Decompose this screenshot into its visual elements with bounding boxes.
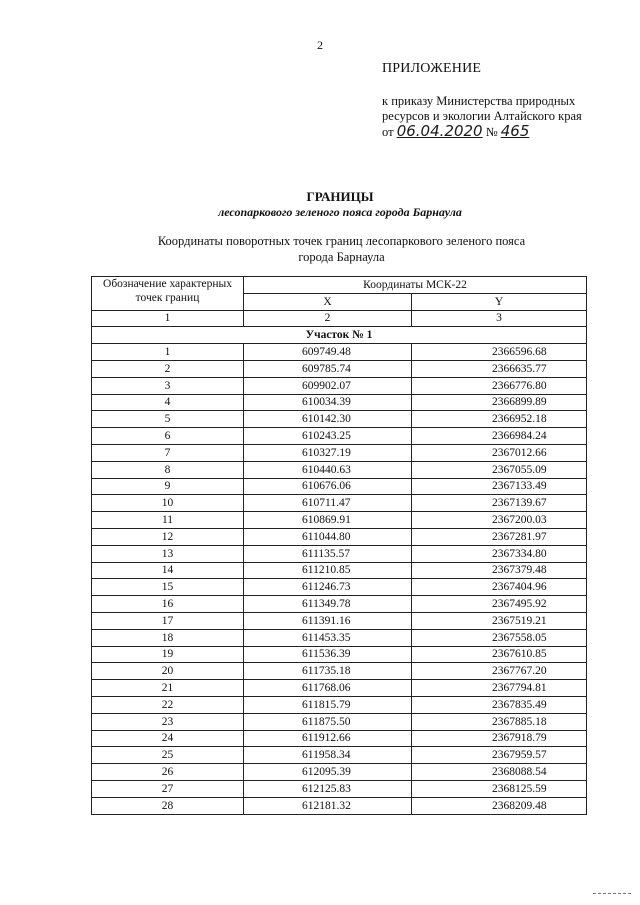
coord-x: 611391.16 bbox=[244, 612, 412, 629]
point-number: 1 bbox=[92, 344, 244, 361]
point-number: 27 bbox=[92, 780, 244, 797]
coord-x: 610327.19 bbox=[244, 444, 412, 461]
coord-x: 611453.35 bbox=[244, 629, 412, 646]
table-row bbox=[92, 377, 587, 394]
point-number: 23 bbox=[92, 713, 244, 730]
table-row bbox=[92, 411, 587, 428]
table-row bbox=[92, 646, 587, 663]
coord-y: 2367959.57 bbox=[412, 747, 587, 764]
coord-x: 610440.63 bbox=[244, 461, 412, 478]
order-line-1: к приказу Министерства природных bbox=[382, 94, 576, 108]
coord-y: 2367404.96 bbox=[412, 579, 587, 596]
point-number: 4 bbox=[92, 394, 244, 411]
coord-x: 612181.32 bbox=[244, 797, 412, 814]
coord-y: 2367379.48 bbox=[412, 562, 587, 579]
coord-x: 610676.06 bbox=[244, 478, 412, 495]
coord-x: 611735.18 bbox=[244, 663, 412, 680]
coord-x: 611912.66 bbox=[244, 730, 412, 747]
coord-y: 2367610.85 bbox=[412, 646, 587, 663]
coord-y: 2366776.80 bbox=[412, 377, 587, 394]
point-number: 17 bbox=[92, 612, 244, 629]
table-row bbox=[92, 344, 587, 361]
coord-y: 2367495.92 bbox=[412, 596, 587, 613]
header-points: Обозначение характерных точек границ bbox=[92, 277, 244, 311]
table-row bbox=[92, 461, 587, 478]
point-number: 6 bbox=[92, 428, 244, 445]
point-number: 16 bbox=[92, 596, 244, 613]
point-number: 15 bbox=[92, 579, 244, 596]
footer-mark bbox=[593, 893, 631, 894]
point-number: 18 bbox=[92, 629, 244, 646]
table-row bbox=[92, 360, 587, 377]
order-date-handwritten: 06.04.2020 bbox=[396, 122, 483, 140]
table-row bbox=[92, 747, 587, 764]
point-number: 9 bbox=[92, 478, 244, 495]
point-number: 8 bbox=[92, 461, 244, 478]
order-number-handwritten: 465 bbox=[500, 122, 530, 140]
coord-y: 2366899.89 bbox=[412, 394, 587, 411]
coord-y: 2367835.49 bbox=[412, 696, 587, 713]
coord-x: 611958.34 bbox=[244, 747, 412, 764]
coord-y: 2367519.21 bbox=[412, 612, 587, 629]
coord-y: 2366952.18 bbox=[412, 411, 587, 428]
point-number: 2 bbox=[92, 360, 244, 377]
coord-x: 612095.39 bbox=[244, 764, 412, 781]
coord-y: 2367885.18 bbox=[412, 713, 587, 730]
appendix-label: ПРИЛОЖЕНИЕ bbox=[382, 61, 482, 76]
column-number-2: 2 bbox=[244, 310, 412, 327]
coord-x: 612125.83 bbox=[244, 780, 412, 797]
point-number: 25 bbox=[92, 747, 244, 764]
coord-y: 2368209.48 bbox=[412, 797, 587, 814]
point-number: 21 bbox=[92, 680, 244, 697]
document-title: ГРАНИЦЫ bbox=[306, 189, 374, 204]
coord-y: 2368125.59 bbox=[412, 780, 587, 797]
coord-x: 611135.57 bbox=[244, 545, 412, 562]
section-label: Участок № 1 bbox=[92, 327, 587, 344]
order-from-label: от bbox=[382, 125, 394, 139]
coordinate-rows bbox=[92, 344, 587, 814]
coord-y: 2367139.67 bbox=[412, 495, 587, 512]
point-number: 10 bbox=[92, 495, 244, 512]
table-row bbox=[92, 696, 587, 713]
table-row bbox=[92, 713, 587, 730]
coord-x: 611768.06 bbox=[244, 680, 412, 697]
coord-y: 2366596.68 bbox=[412, 344, 587, 361]
column-number-1: 1 bbox=[92, 310, 244, 327]
coord-x: 609785.74 bbox=[244, 360, 412, 377]
coord-x: 610243.25 bbox=[244, 428, 412, 445]
point-number: 12 bbox=[92, 528, 244, 545]
coord-x: 609749.48 bbox=[244, 344, 412, 361]
coord-y: 2368088.54 bbox=[412, 764, 587, 781]
table-row bbox=[92, 612, 587, 629]
document-subtitle: лесопаркового зеленого пояса города Барнаула bbox=[218, 205, 462, 219]
point-number: 28 bbox=[92, 797, 244, 814]
table-row bbox=[92, 545, 587, 562]
coord-x: 611210.85 bbox=[244, 562, 412, 579]
coord-y: 2366984.24 bbox=[412, 428, 587, 445]
point-number: 20 bbox=[92, 663, 244, 680]
order-reference bbox=[382, 94, 582, 140]
coord-x: 609902.07 bbox=[244, 377, 412, 394]
point-number: 26 bbox=[92, 764, 244, 781]
table-row bbox=[92, 528, 587, 545]
table-row bbox=[92, 512, 587, 529]
coord-y: 2367918.79 bbox=[412, 730, 587, 747]
table-row bbox=[92, 444, 587, 461]
coord-x: 611246.73 bbox=[244, 579, 412, 596]
table-row bbox=[92, 730, 587, 747]
point-number: 19 bbox=[92, 646, 244, 663]
table-row bbox=[92, 780, 587, 797]
coord-x: 610034.39 bbox=[244, 394, 412, 411]
point-number: 7 bbox=[92, 444, 244, 461]
coord-x: 610711.47 bbox=[244, 495, 412, 512]
table-row bbox=[92, 797, 587, 814]
table-row bbox=[92, 764, 587, 781]
coord-y: 2367334.80 bbox=[412, 545, 587, 562]
point-number: 3 bbox=[92, 377, 244, 394]
coord-y: 2367558.05 bbox=[412, 629, 587, 646]
coord-y: 2367012.66 bbox=[412, 444, 587, 461]
point-number: 14 bbox=[92, 562, 244, 579]
coord-x: 611536.39 bbox=[244, 646, 412, 663]
table-row bbox=[92, 394, 587, 411]
order-date-line bbox=[382, 124, 582, 140]
order-number-label: № bbox=[485, 125, 498, 139]
coord-y: 2367133.49 bbox=[412, 478, 587, 495]
table-row bbox=[92, 495, 587, 512]
coord-y: 2366635.77 bbox=[412, 360, 587, 377]
column-number-3: 3 bbox=[412, 310, 587, 327]
point-number: 24 bbox=[92, 730, 244, 747]
coord-x: 611044.80 bbox=[244, 528, 412, 545]
point-number: 22 bbox=[92, 696, 244, 713]
coord-x: 611349.78 bbox=[244, 596, 412, 613]
coord-x: 611815.79 bbox=[244, 696, 412, 713]
point-number: 11 bbox=[92, 512, 244, 529]
coord-y: 2367200.03 bbox=[412, 512, 587, 529]
point-number: 13 bbox=[92, 545, 244, 562]
order-line-2: ресурсов и экологии Алтайского края bbox=[382, 109, 582, 123]
coordinates-table bbox=[91, 276, 587, 815]
table-caption bbox=[0, 233, 640, 265]
page-number: 2 bbox=[317, 38, 323, 52]
table-row bbox=[92, 562, 587, 579]
table-row bbox=[92, 478, 587, 495]
table-row bbox=[92, 596, 587, 613]
caption-line-1: Координаты поворотных точек границ лесопаркового зеленого пояса bbox=[157, 234, 526, 248]
header-x: X bbox=[244, 293, 412, 310]
header-coordinate-system: Координаты МСК-22 bbox=[244, 277, 587, 294]
coord-x: 611875.50 bbox=[244, 713, 412, 730]
coord-x: 610142.30 bbox=[244, 411, 412, 428]
point-number: 5 bbox=[92, 411, 244, 428]
table-row bbox=[92, 428, 587, 445]
coord-y: 2367055.09 bbox=[412, 461, 587, 478]
table-row bbox=[92, 629, 587, 646]
coord-y: 2367794.81 bbox=[412, 680, 587, 697]
table-row bbox=[92, 680, 587, 697]
coord-x: 610869.91 bbox=[244, 512, 412, 529]
coord-y: 2367281.97 bbox=[412, 528, 587, 545]
caption-line-2: города Барнаула bbox=[298, 250, 385, 264]
table-row bbox=[92, 663, 587, 680]
coord-y: 2367767.20 bbox=[412, 663, 587, 680]
header-y: Y bbox=[412, 293, 587, 310]
table-row bbox=[92, 579, 587, 596]
